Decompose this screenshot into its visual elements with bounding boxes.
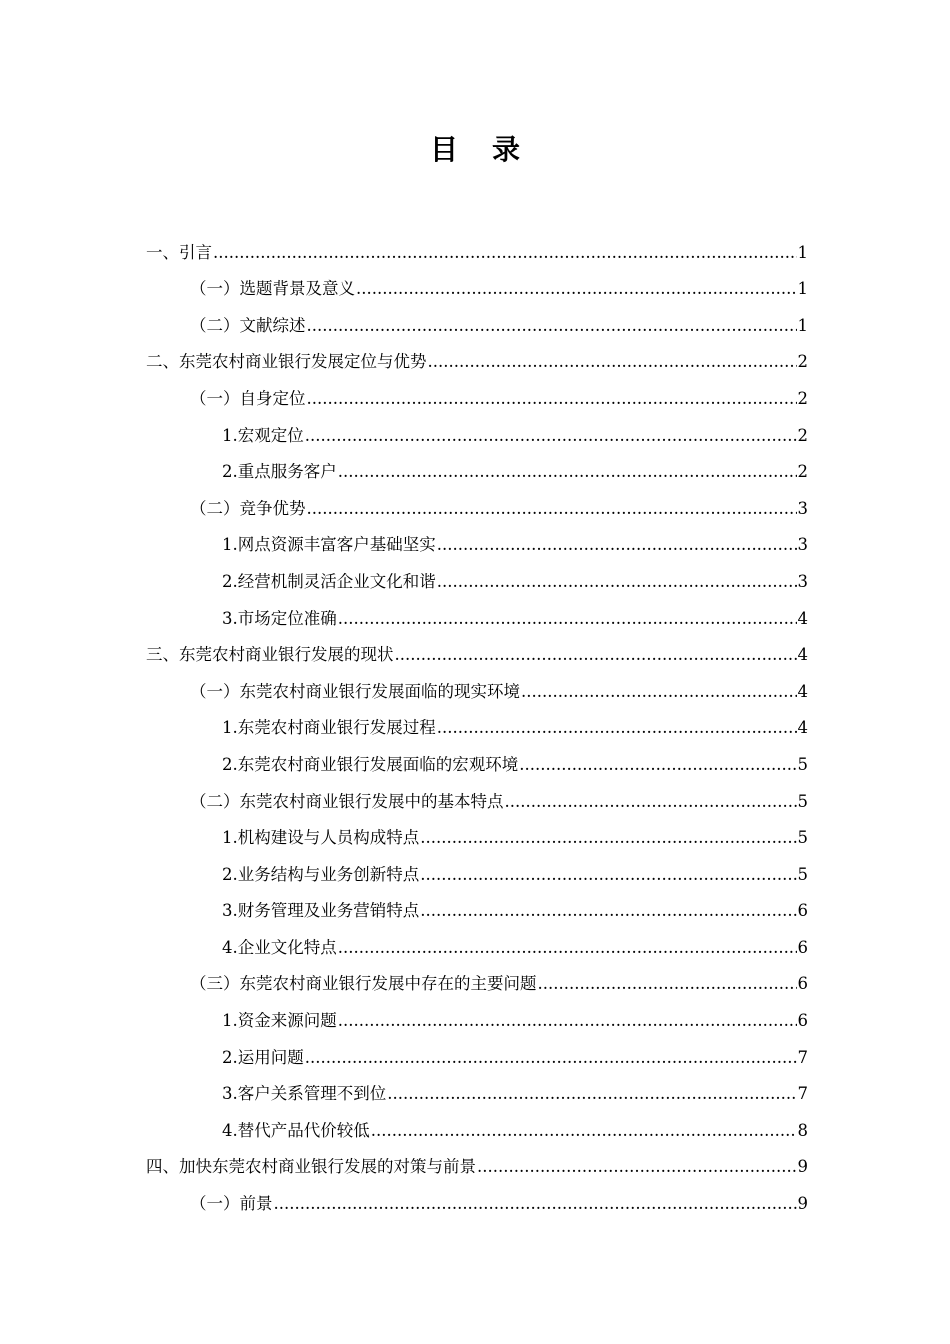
toc-row <box>146 777 808 814</box>
toc-dot-leader <box>538 972 797 996</box>
toc-entry-label: 2.重点服务客户 <box>222 462 337 482</box>
page-title <box>0 130 950 170</box>
toc-row <box>146 1143 808 1180</box>
toc-entry-label: 2.运用问题 <box>222 1047 304 1067</box>
toc-entry-label: 3.财务管理及业务营销特点 <box>222 901 420 921</box>
page-title-char-2: 录 <box>492 133 521 166</box>
toc-dot-leader <box>395 643 797 667</box>
toc-entry-label: 1.东莞农村商业银行发展过程 <box>222 718 436 738</box>
toc-page-number: 1 <box>797 242 808 262</box>
toc-dot-leader <box>307 387 797 411</box>
toc-dot-leader <box>437 570 797 594</box>
toc-row <box>146 960 808 997</box>
toc-dot-leader <box>274 1192 797 1216</box>
toc-entry-label: 1.宏观定位 <box>222 425 304 445</box>
toc-row <box>146 557 808 594</box>
toc-row <box>146 411 808 448</box>
toc-row <box>146 448 808 485</box>
toc-entry-label: 2.业务结构与业务创新特点 <box>222 864 420 884</box>
toc-page-number: 5 <box>797 864 808 884</box>
toc-row <box>146 850 808 887</box>
toc-dot-leader <box>307 314 797 338</box>
toc-dot-leader <box>420 899 796 923</box>
toc-row <box>146 1070 808 1107</box>
toc-entry-label: （一）东莞农村商业银行发展面临的现实环境 <box>190 681 520 701</box>
toc-row <box>146 667 808 704</box>
toc-entry-label: （一）选题背景及意义 <box>190 279 355 299</box>
toc-row <box>146 301 808 338</box>
toc-entry-label: 1.机构建设与人员构成特点 <box>222 828 420 848</box>
toc-entry-label: 1.资金来源问题 <box>222 1011 337 1031</box>
toc-row <box>146 1033 808 1070</box>
toc-dot-leader <box>387 1082 796 1106</box>
toc-row <box>146 704 808 741</box>
toc-page-number: 2 <box>797 388 808 408</box>
toc-dot-leader <box>305 424 797 448</box>
toc-entry-label: 1.网点资源丰富客户基础坚实 <box>222 535 436 555</box>
toc-entry-label: （二）竞争优势 <box>190 498 306 518</box>
toc-entry-label: 三、东莞农村商业银行发展的现状 <box>146 645 394 665</box>
toc-entry-label: （二）东莞农村商业银行发展中的基本特点 <box>190 791 504 811</box>
toc-entry-label: 4.企业文化特点 <box>222 937 337 957</box>
toc-page-number: 4 <box>797 681 808 701</box>
toc-dot-leader <box>420 826 796 850</box>
toc-row <box>146 887 808 924</box>
toc-page-number: 6 <box>797 901 808 921</box>
toc-entry-label: 2.经营机制灵活企业文化和谐 <box>222 571 436 591</box>
toc-page-number: 2 <box>797 462 808 482</box>
toc-row <box>146 265 808 302</box>
toc-dot-leader <box>213 241 797 265</box>
toc-page-number: 3 <box>797 571 808 591</box>
toc-row <box>146 228 808 265</box>
toc-dot-leader <box>338 607 797 631</box>
toc-page-number: 1 <box>797 279 808 299</box>
toc-entry-label: （二）文献综述 <box>190 315 306 335</box>
toc-row <box>146 484 808 521</box>
toc-dot-leader <box>519 753 796 777</box>
toc-page-number: 5 <box>797 754 808 774</box>
toc-page-number: 5 <box>797 828 808 848</box>
toc-page-number: 6 <box>797 974 808 994</box>
toc-entry-label: 4.替代产品代价较低 <box>222 1120 370 1140</box>
toc-row <box>146 338 808 375</box>
toc-page-number: 7 <box>797 1047 808 1067</box>
toc-page-number: 4 <box>797 718 808 738</box>
toc-page-number: 6 <box>797 1011 808 1031</box>
toc-page-number: 9 <box>797 1194 808 1214</box>
toc-dot-leader <box>428 350 797 374</box>
toc-dot-leader <box>371 1119 797 1143</box>
toc-row <box>146 996 808 1033</box>
toc-entry-label: （一）前景 <box>190 1194 273 1214</box>
page-title-char-1: 目 <box>429 133 458 166</box>
toc-page-number: 2 <box>797 352 808 372</box>
toc-page-number: 9 <box>797 1157 808 1177</box>
table-of-contents <box>146 228 808 1216</box>
toc-row <box>146 631 808 668</box>
toc-dot-leader <box>420 863 796 887</box>
toc-dot-leader <box>338 1009 797 1033</box>
toc-page-number: 3 <box>797 498 808 518</box>
toc-entry-label: 一、引言 <box>146 242 212 262</box>
toc-dot-leader <box>505 790 797 814</box>
toc-page-number: 4 <box>797 645 808 665</box>
toc-row <box>146 740 808 777</box>
toc-entry-label: 2.东莞农村商业银行发展面临的宏观环境 <box>222 754 519 774</box>
toc-page-number: 6 <box>797 937 808 957</box>
toc-entry-label: 二、东莞农村商业银行发展定位与优势 <box>146 352 427 372</box>
toc-entry-label: （一）自身定位 <box>190 388 306 408</box>
toc-page-number: 5 <box>797 791 808 811</box>
toc-dot-leader <box>338 936 797 960</box>
toc-page-number: 2 <box>797 425 808 445</box>
toc-page-number: 4 <box>797 608 808 628</box>
toc-row <box>146 594 808 631</box>
toc-row <box>146 814 808 851</box>
toc-dot-leader <box>521 680 797 704</box>
toc-dot-leader <box>437 716 797 740</box>
toc-entry-label: （三）东莞农村商业银行发展中存在的主要问题 <box>190 974 537 994</box>
toc-page-number: 1 <box>797 315 808 335</box>
toc-dot-leader <box>305 1046 797 1070</box>
toc-page-number: 7 <box>797 1084 808 1104</box>
toc-dot-leader <box>338 460 797 484</box>
toc-row <box>146 1106 808 1143</box>
toc-row <box>146 521 808 558</box>
toc-dot-leader <box>356 277 797 301</box>
toc-page-number: 3 <box>797 535 808 555</box>
toc-page-number: 8 <box>797 1120 808 1140</box>
toc-dot-leader <box>477 1155 797 1179</box>
toc-dot-leader <box>307 497 797 521</box>
toc-entry-label: 3.客户关系管理不到位 <box>222 1084 387 1104</box>
toc-entry-label: 3.市场定位准确 <box>222 608 337 628</box>
toc-row <box>146 923 808 960</box>
toc-entry-label: 四、加快东莞农村商业银行发展的对策与前景 <box>146 1157 476 1177</box>
toc-row <box>146 1179 808 1216</box>
toc-row <box>146 374 808 411</box>
toc-dot-leader <box>437 533 797 557</box>
